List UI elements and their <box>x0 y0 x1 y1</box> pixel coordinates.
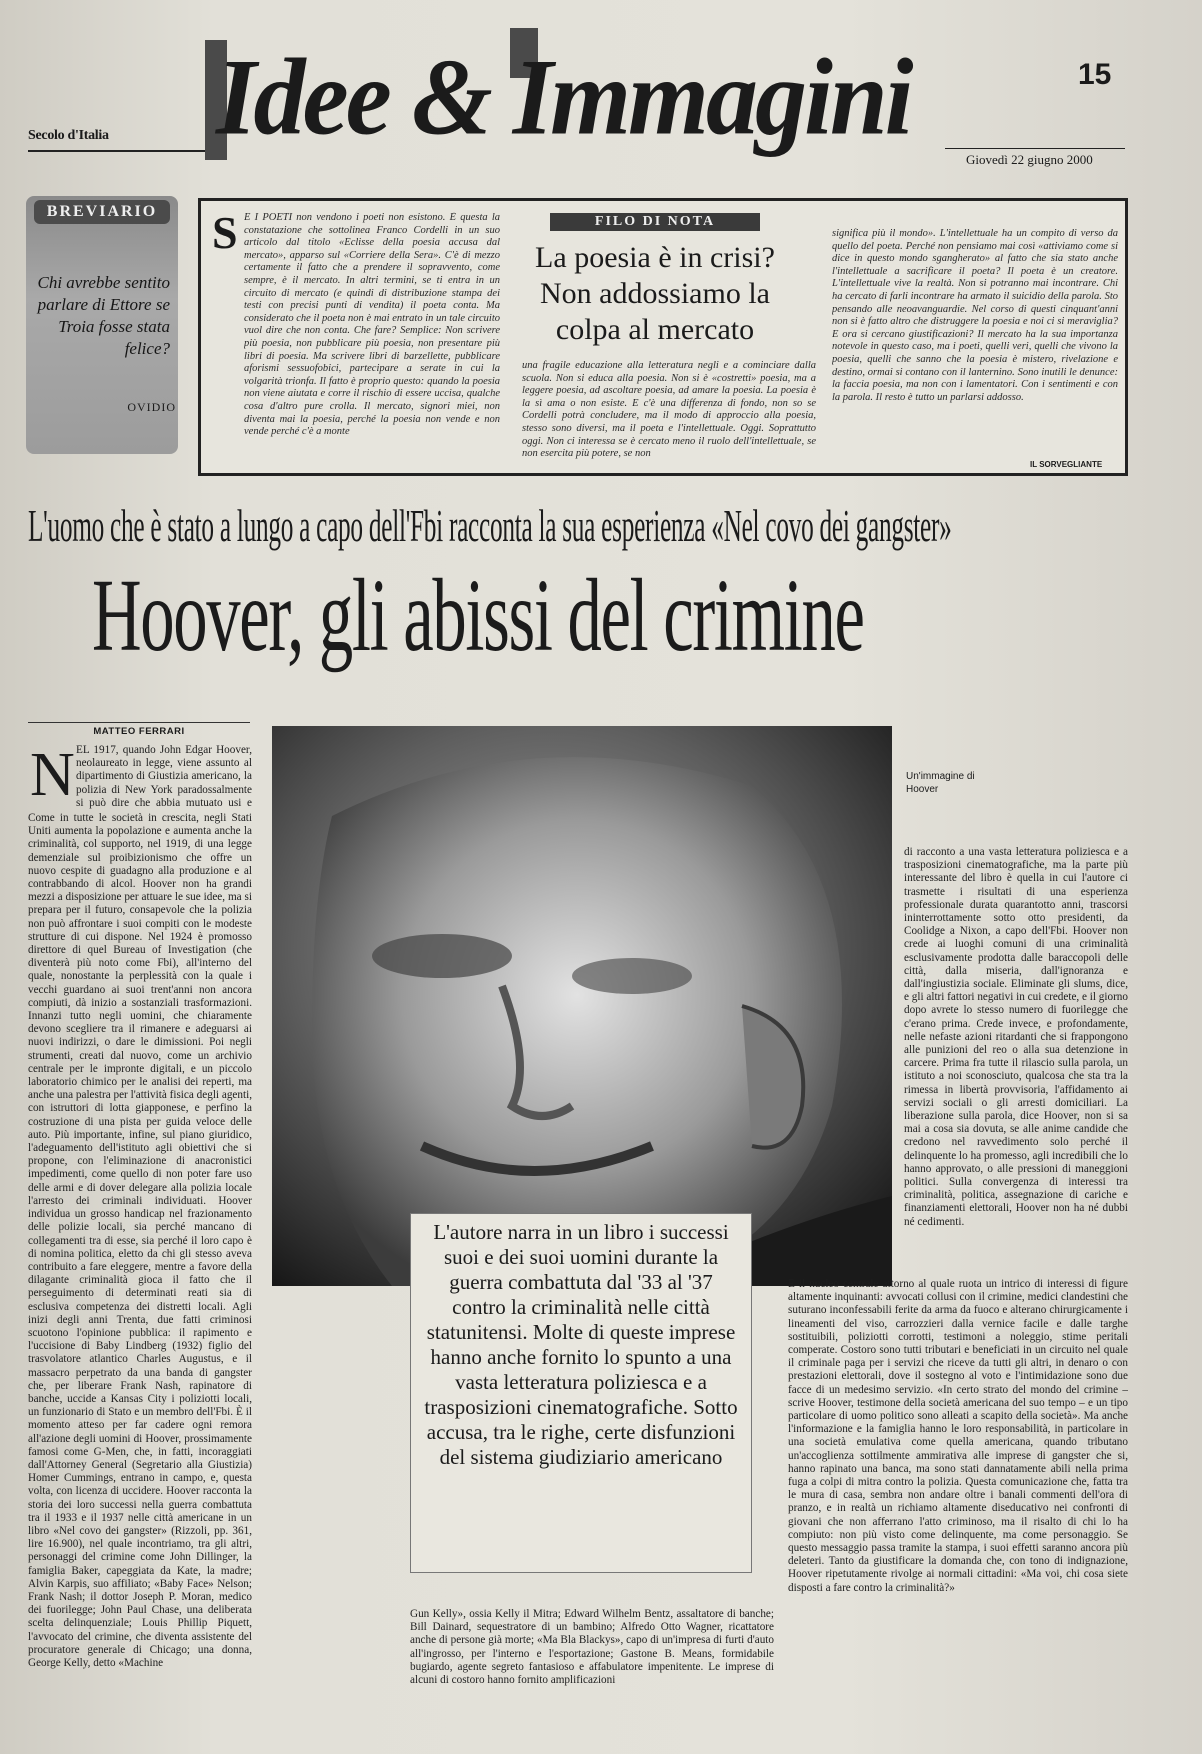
article-bottom-right-column: È il nucleo centrale attorno al quale ruota un intrico di interessi di figure altamente inquinanti: avvocati collusi con il crimine, medici clandestini che suturano inconfessabili ferite da arma da fuoco e alterano chirurgicamente i lineamenti del viso, carrozzieri dalla vernice facile e dalle targhe sostituibili, poliziotti corrotti, testimoni a noleggio, stime peritali comperate. Costoro sono tutti tributari e beneficiati in un circuito nel quale il criminale paga per i servizi che riceve da tutti gli altri, in denaro o con prestazioni elettorali, dove il sostegno al voto e l'intimidazione sono due facce di un medesimo servizio. «In certo strato del mondo del crimine – scrive Hoover, testimone della società americana del suo tempo – e un tipo particolare di uomo politico sono alleati a scapito della società». Ma anche l'informazione e la famiglia hanno le loro responsabilità, in particolare in una società emulativa come quella americana, quando tributano un'accoglienza sottilmente ammirativa alle imprese di gangster che si, hanno rapinato una banca, ma sono stati dannatamente abili nella prima fuga a colpi di mitra contro la polizia. Questa comunicazione che, fatta tra le mura di casa, sembra non andare oltre i banali commenti dell'ora di pranzo, e in realtà un richiamo altamente diseducativo nei confronti di giovani che non afferrano l'atto criminoso, ma il risalto di chi lo ha compiuto: non più visto come delinquente, ma come personaggio. Se questo messaggio passa tramite la stampa, i suoi effetti saranno ancora più deleteri. Tanto da giustificare la domanda che, con tono di indignazione, Hoover ripetutamente rivolge ai normali cittadini: «Ma voi, chi cosa siete disposti a fare contro la criminalità?» <box>788 1278 1128 1594</box>
article-lead: EL 1917, quando John Edgar Hoover, neolaureato in legge, viene assunto al dipartimento di Giustizia americano, la polizia di New York paradossalmente si può dire che abbia mutuato usi e <box>76 744 252 809</box>
editorial-column-3: significa più il mondo». L'intellettuale ha un compito di verso da quello del poeta. Perché non pensiamo mai così «attiviamo come si dice in questo mondo sgangherato» al fatto che sia stato anche l'intellettuale a sacrificare il poeta? Il poeta è un creatore. L'intellettuale vive la realtà. Non si potranno mai incontrare. Chi ha cercato di farli incontrare ha armato il suicidio della parola. Sto pensando alle neoavanguardie. Nel corso di questi cinquant'anni non si è fatto altro che distruggere la poesia e noi ci si meraviglia? E ora si cercano giustificazioni? Il mercato ha la sua importanza notevole in questo caso, ma i poeti, quelli veri, quelli che vivono la poesia, quelli che sanno che la poesia è mistero, rivelazione e destino, ormai si contano con il lanternino. Sono inutili le denunce: la faccia poesia, ma non con i lamentatori. Con i sentimenti e con la parola. Il resto è tutto un parlarsi addosso. <box>832 228 1118 403</box>
article-kicker: L'uomo che è stato a lungo a capo dell'Fbi racconta la sua esperienza «Nel covo dei gangster» <box>28 500 952 551</box>
newspaper-logo: Secolo d'Italia <box>28 128 109 143</box>
editorial-signature: IL SORVEGLIANTE <box>1030 460 1103 469</box>
masthead-rule-right <box>945 148 1125 149</box>
page-number: 15 <box>1078 58 1112 91</box>
issue-date: Giovedì 22 giugno 2000 <box>966 152 1093 167</box>
photo-caption: Un'immagine di Hoover <box>906 771 975 795</box>
breviario-label: BREVIARIO <box>34 200 170 224</box>
hoover-portrait-photo <box>272 726 892 1286</box>
editorial-column-1: E I POETI non vendono i poeti non esistono. È questa la constatazione che sottolinea Franco Cordelli in un suo articolo dal titolo «Eclisse della poesia accusa dal mercato», apparso sul «Corriere della Sera». C'è di mezzo certamente il fatto che a prendere il sopravvento, come sempre, è il mercato. In altri termini, se ti entra in un circuito di mercato (e quindi di distribuzione stampa dei testi con precisi punti di vendita) il poeta conta. Ma considerato che il poeta non è mai entrato in un tale circuito vuol dire che non conta. Che fare? Semplice: Non scrivere più poesia, non pubblicare più poesia, non presentare più libri di poesia. Ma scrivere libri di barzellette, pubblicare aforismi sessuofobici, partecipare a serate in cui la volgarità trionfa. Il fatto è proprio questo: quando la poesia non viene aiutata e corre il rischio di essere uccisa, qualche cosa d'altro pure crolla. Il mercato, signori miei, non diventa mai la poesia, perché la poesia non vende e non vende perché c'è a monte <box>244 212 500 438</box>
byline-rule <box>28 722 250 723</box>
section-title: Idee & Immagini <box>216 37 911 158</box>
breviario-author: OVIDIO <box>127 400 176 414</box>
breviario-quote: Chi avrebbe sentito parlare di Ettore se Troia fosse stata felice? <box>37 273 170 358</box>
article-dropcap: N <box>30 741 75 809</box>
article-byline: MATTEO FERRARI <box>93 726 185 737</box>
article-right-column: di racconto a una vasta letteratura poliziesca e a trasposizioni cinematografiche, ma la parte più interessante del libro è quella in cui l'autore ci trasmette i risultati di una esperienza professionale durata quarantotto anni, trascorsi ininterrottamente sotto otto presidenti, da Coolidge a Nixon, a capo dell'Fbi. Hoover non crede ai luoghi comuni di una criminalità esclusivamente prodotta dalle baraccopoli delle città, dalla miseria, dall'ignoranza e dall'ingiustizia sociale. Eliminate gli slums, dice, e gli altri fattori negativi in cui credete, e il giorno dopo avrete lo stesso numero di fuorilegge che c'erano prima. Crede invece, e profondamente, nelle nefaste azioni ritardanti che si frappongono alle punizioni del reo o alla sua detenzione in carcere. Prima fra tutte il rilascio sulla parola, un istituto a noi sconosciuto, qualcosa che sta tra la rimessa in libertà provvisoria, l'affidamento ai servizi sociali o gli arresti domiciliari. La liberazione sulla parola, dice Hoover, non si sa mai a cosa sia dovuta, se alle anime candide che credono nel ravvedimento solo perché il delinquente lo ha promesso, agli incredibili che lo hanno approvato, o alle pressioni di maneggioni politici. Sulla convergenza di interessi tra criminalità, politica, assegnazione di cariche e finanziamenti elettorali, Hoover non ha né dubbi né cedimenti. <box>904 846 1128 1228</box>
article-bottom-middle-column: Gun Kelly», ossia Kelly il Mitra; Edward Wilhelm Bentz, assaltatore di banche; Bill Dainard, sequestratore di un bambino; Alfredo Otto Wagner, ricattatore anche di persone già morte; «Ma Bla Blackys», capo di un'impresa di furti d'auto all'ingrosso, per l'interno e l'esportazione; Gastone B. Means, formidabile bugiardo, agente segreto fantasioso e affabulatore impenitente. Le imprese di alcuni di costoro hanno fornito amplificazioni <box>410 1608 774 1687</box>
pull-quote: L'autore narra in un libro i successi suoi e dei suoi uomini durante la guerra combattuta dal '33 al '37 contro la criminalità nelle città statunitensi. Molte di queste imprese hanno anche fornito lo spunto a una vasta letteratura poliziesca e a trasposizioni cinematografiche. Sotto accusa, tra le righe, certe disfunzioni del sistema giudiziario americano <box>424 1220 738 1469</box>
editorial-headline: La poesia è in crisi? Non addossiamo la colpa al mercato <box>535 241 775 346</box>
editorial-column-2: una fragile educazione alla letteratura negli e a cominciare dalla scuola. Non si educa alla poesia. Non si è «costretti» poesia, ma a leggere poesia, ad ascoltare poesia, ad amare la poesia. La poesia è la sì ama o non esiste. E c'è una differenza di fondo, non so se Cordelli potrà concludere, ma il modo di approccio alla poesia, stesso sono diversi, ma il poeta e l'intellettuale. Oggi. Soprattutto oggi. Non ci interessa se è cercato meno il ruolo dell'intellettuale, se non esercita più potere, se non <box>522 360 816 460</box>
editorial-dropcap: S <box>212 207 238 258</box>
article-left-column: Come in tutte le società in crescita, negli Stati Uniti aumenta la popolazione e aumenta anche la criminalità, col supporto, nel 1919, di una legge demenziale sul proibizionismo che offre un nuovo cespite di guadagno alla produzione e al contrabbando di alcol. Hoover non ha grandi mezzi a disposizione per attuare le sue idee, ma si prepara per il futuro, consapevole che la polizia non può affrontare i suoi compiti con le modeste strutture di cui dispone. Nel 1924 è promosso direttore di quel Bureau of Investigation (che diventerà più noto come Fbi), all'interno del quale, nonostante la perplessità con la quale i vecchi guardano ai suoi trent'anni non ancora compiuti, dà inizio a sostanziali trasformazioni. Innanzi tutto negli uomini, che chiaramente devono scegliere tra il rimanere e adeguarsi ai nuovi indirizzi, o dare le dimissioni. Poi negli strumenti, creati dal nuovo, come un archivio centrale per le impronte digitali, e un piccolo laboratorio chimico per le analisi dei reperti, ma anche una palestra per l'attività fisica degli agenti, con istruttori di lotta giapponese, e perfino la costruzione di una pista per guida veloce delle auto. Più importante, infine, sul piano giuridico, l'adeguamento dell'istituto agli obiettivi che si propone, con l'eliminazione di anacronistici impedimenti, come quello di non poter fare uso delle armi e di dover delegare alla polizia locale l'arresto dei criminali individuati. Hoover individua un grosso handicap nel frazionamento delle polizie locali, sia perché mancano di collegamenti tra di esse, sia perché il loro capo è di nomina politica, eletto da chi gli stesso aveva contribuito a fare eleggere, mentre a favore della dilagante criminalità gioca il fatto che il perseguimento di determinati reati sia di esclusiva competenza dei distretti locali. Agli inizi degli anni Trenta, due fatti criminosi scuotono l'opinione pubblica: il rapimento e l'uccisione di Baby Lindberg (1932) figlio del trasvolatore atlantico Charles Augustus, e il massacro perpetrato da una banda di gangster che, per liberare Frank Nash, rapinatore di banche, uccide a Kansas City i poliziotti locali, un funzionario di Stato e un membro dell'Fbi. È il momento atteso per far cadere ogni remora all'azione degli uomini di Hoover, prossimamente famosi come G-Men, che, in fatti, incoraggiati dall'Attorney General (Segretario alla Giustizia) Homer Cummings, entrano in campo, e, questa volta, con licenza di uccidere. Hoover racconta la storia dei loro successi nella guerra combattuta tra il 1933 e il 1937 nelle città americane in un libro «Nel covo dei gangster» (Rizzoli, pp. 361, lire 16.900), nel quale incontriamo, tra gli altri, personaggi del crimine come John Dillinger, la famiglia Baker, capeggiata da Kate, la madre; Alvin Karpis, suo affiliato; «Baby Face» Nelson; Frank Nash; il dottor Joseph P. Moran, medico dei fuorilegge; John Paul Chase, una deliberata scelta delinquenziale; Louis Phillip Piquett, l'avvocato del crimine, che diventa assistente del procuratore generale di Chicago; una donna, George Kelly, detto «Machine <box>28 812 252 1669</box>
article-headline: Hoover, gli abissi del crimine <box>92 558 864 673</box>
filo-di-nota-label: FILO DI NOTA <box>594 214 716 229</box>
masthead-rule-left <box>28 150 208 152</box>
